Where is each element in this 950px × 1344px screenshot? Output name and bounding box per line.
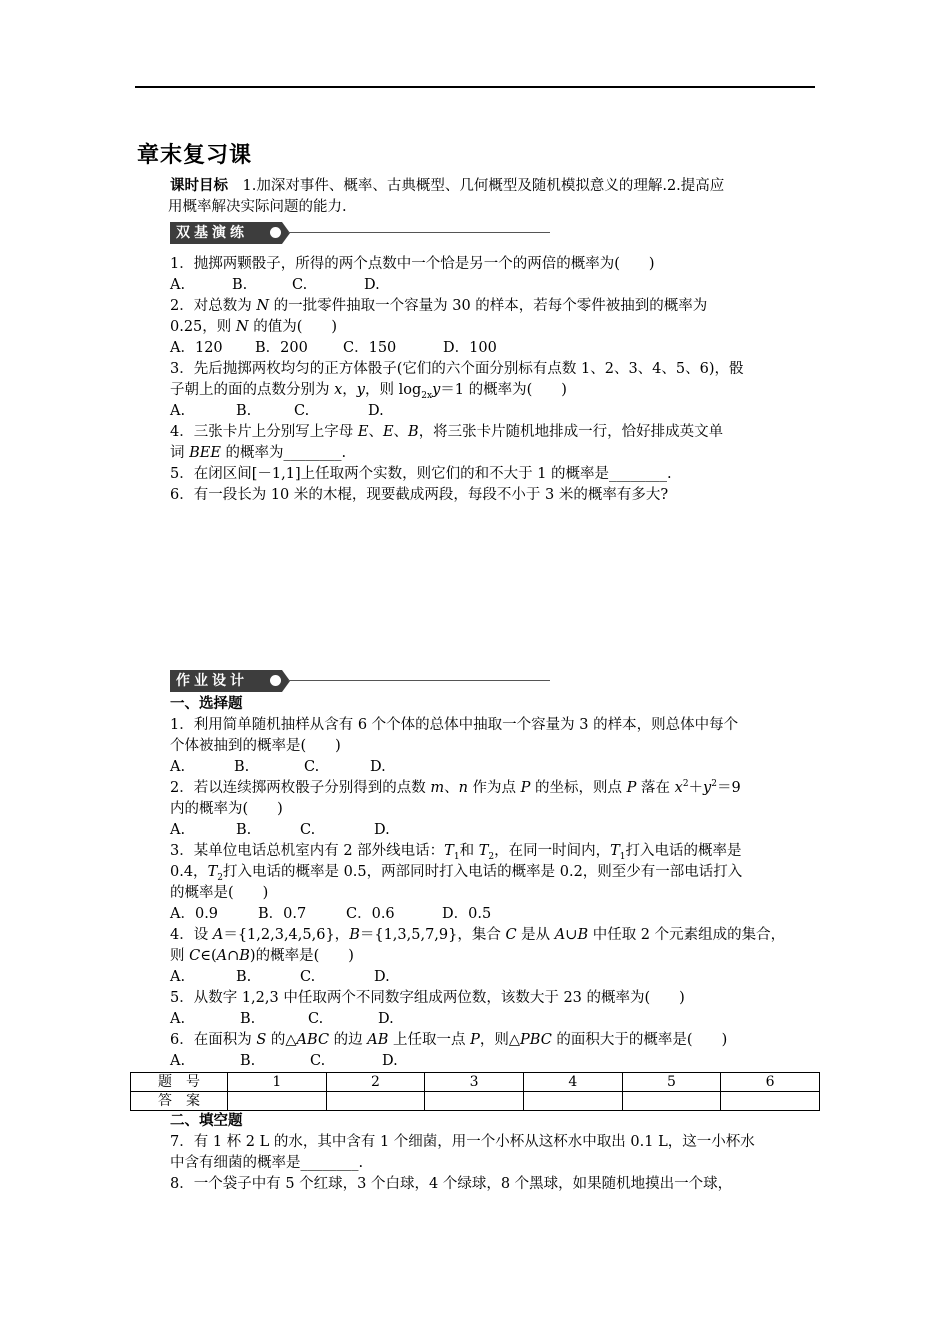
table-header-number: 题 号 — [131, 1073, 228, 1092]
objective-label: 课时目标 — [170, 178, 228, 194]
answer-cell[interactable] — [622, 1092, 721, 1111]
banner-dot-icon — [270, 675, 281, 686]
table-cell: 3 — [425, 1073, 524, 1092]
question-4-cont: 词 BEE 的概率为________. — [170, 445, 347, 461]
hw-question-3: 3．某单位电话总机室内有 2 部外线电话：$T_1$和 $T_2$，在同一时间内，$T_1$打入电话的概率是 — [170, 843, 742, 862]
answer-cell[interactable] — [425, 1092, 524, 1111]
table-cell: 2 — [326, 1073, 425, 1092]
banner-arrow-icon — [282, 670, 290, 692]
hw-question-2: 2．若以连续掷两枚骰子分别得到的点数 m、n 作为点 P 的坐标，则点 P 落在 $x^2+y^2=9$ — [170, 779, 741, 796]
page-title: 章末复习课 — [137, 143, 253, 168]
table-row — [131, 1092, 820, 1111]
answer-table — [130, 1072, 820, 1111]
question-3-options: A. B. C. D. — [170, 403, 384, 419]
question-6: 6．有一段长为 10 米的木棍，现要截成两段，每段不小于 3 米的概率有多大? — [170, 487, 669, 503]
hw-question-1: 1．利用简单随机抽样从含有 6 个个体的总体中抽取一个容量为 3 的样本，则总体中每个 — [170, 717, 739, 733]
hw-question-1-options: A. B. C. D. — [170, 759, 386, 775]
question-2-options: A．120 B．200 C．150 D．100 — [170, 340, 497, 356]
hw-question-3-options: A．0.9 B．0.7 C．0.6 D．0.5 — [170, 906, 492, 922]
objective-line-2: 用概率解决实际问题的能力. — [168, 199, 347, 215]
objective-line-1: 课时目标 1.加深对事件、概率、古典概型、几何概型及随机模拟意义的理解.2.提高应 — [170, 178, 725, 194]
banner-rule — [288, 232, 550, 233]
table-cell: 4 — [523, 1073, 622, 1092]
hw-question-1-cont: 个体被抽到的概率是( ) — [170, 738, 341, 754]
hw-question-7-cont: 中含有细菌的概率是________. — [170, 1155, 364, 1171]
banner-label: 双基演练 — [170, 222, 282, 244]
banner-arrow-icon — [282, 222, 290, 244]
hw-question-6: 6．在面积为 S 的△ABC 的边 AB 上任取一点 P，则△PBC 的面积大于的概率是( ) — [170, 1032, 728, 1048]
answer-cell[interactable] — [523, 1092, 622, 1111]
answer-cell[interactable] — [326, 1092, 425, 1111]
hw-question-4-options: A. B. C. D. — [170, 969, 390, 985]
document-body — [158, 176, 815, 1195]
table-header-answer: 答 案 — [131, 1092, 228, 1111]
hw-question-6-options: A. B. C. D. — [170, 1053, 398, 1069]
section-banner-basics — [170, 220, 815, 248]
banner-dot-icon — [270, 227, 281, 238]
question-4: 4．三张卡片上分别写上字母 E、E、B，将三张卡片随机地排成一行，恰好排成英文单 — [170, 424, 724, 440]
question-3-cont: 子朝上的面的点数分别为 x，y，则 $\log_{2x}y=1$ 的概率为( ) — [170, 382, 567, 401]
hw-question-5: 5．从数字 1,2,3 中任取两个不同数字组成两位数，该数大于 23 的概率为( ) — [170, 990, 685, 1006]
question-1-options: A. B. C. D. — [170, 277, 380, 293]
section-banner-homework — [170, 668, 815, 696]
hw-question-3-cont: 0.4，$T_2$打入电话的概率是 0.5，两部同时打入电话的概率是 0.2，则至少有一部电话打入 — [170, 864, 743, 883]
table-cell: 6 — [721, 1073, 820, 1092]
table-cell: 1 — [228, 1073, 327, 1092]
hw-question-2-cont: 内的概率为( ) — [170, 801, 283, 817]
hw-question-4: 4．设 A＝{1,2,3,4,5,6}，B＝{1,3,5,7,9}，集合 C 是从 A∪B 中任取 2 个元素组成的集合， — [170, 927, 786, 943]
hw-question-8: 8．一个袋子中有 5 个红球，3 个白球，4 个绿球，8 个黑球，如果随机地摸出一个球， — [170, 1176, 733, 1192]
answer-cell[interactable] — [228, 1092, 327, 1111]
question-3: 3．先后抛掷两枚均匀的正方体骰子(它们的六个面分别标有点数 1、2、3、4、5、6)，骰 — [170, 361, 744, 377]
question-2: 2．对总数为 N 的一批零件抽取一个容量为 30 的样本，若每个零件被抽到的概率为 — [170, 298, 708, 314]
banner-label: 作业设计 — [170, 670, 282, 692]
hw-question-2-options: A. B. C. D. — [170, 822, 390, 838]
question-5: 5．在闭区间[－1,1]上任取两个实数，则它们的和不大于 1 的概率是________. — [170, 466, 672, 482]
hw-question-3-cont2: 的概率是( ) — [170, 885, 269, 901]
question-2-cont: 0.25，则 N 的值为( ) — [170, 319, 338, 335]
hw-question-5-options: A. B. C. D. — [170, 1011, 394, 1027]
table-cell: 5 — [622, 1073, 721, 1092]
hw-question-4-cont: 则 C∈(A∩B)的概率是( ) — [170, 948, 354, 964]
hw-question-7: 7．有 1 杯 2 L 的水，其中含有 1 个细菌，用一个小杯从这杯水中取出 0.1 L，这一小杯水 — [170, 1134, 755, 1150]
header-rule — [135, 86, 815, 88]
banner-rule — [288, 680, 550, 681]
table-row — [131, 1073, 820, 1092]
question-1: 1．抛掷两颗骰子，所得的两个点数中一个恰是另一个的两倍的概率为( ) — [170, 256, 655, 272]
heading-fill: 二、填空题 — [170, 1113, 243, 1129]
heading-choice: 一、选择题 — [170, 696, 243, 712]
answer-space — [170, 506, 815, 666]
answer-cell[interactable] — [721, 1092, 820, 1111]
